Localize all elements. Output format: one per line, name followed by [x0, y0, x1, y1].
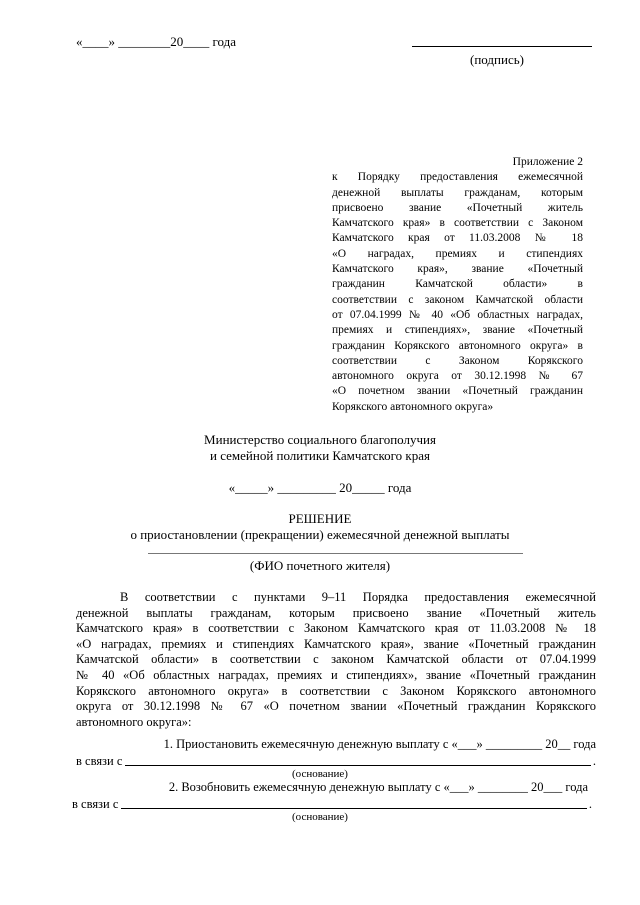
body-line: Камчатской области» в соответствии с законом Камчатской области от 07.04.1999 [76, 652, 596, 667]
item1-basis-row [76, 754, 596, 769]
end-mark: . [588, 797, 592, 811]
body-line: автономного округа»: [76, 714, 192, 729]
appendix-block [332, 155, 583, 415]
appendix-line: от 07.04.1999 № 40 «Об областных наградах, [332, 308, 583, 321]
in-connection-label: в связи с [76, 754, 123, 768]
body-line: округа от 30.12.1998 № 67 «О почетном звании «Почетный гражданин Корякского [76, 699, 596, 714]
body-line: «О наградах, премиях и стипендиях Камчатского края», звание «Почетный гражданин [76, 636, 596, 651]
decision-body [76, 590, 596, 730]
signature-line [412, 46, 592, 47]
appendix-line: «О почетном звании «Почетный гражданин [332, 385, 583, 398]
appendix-line: Корякского автономного округа» [332, 400, 494, 413]
item-resume-payment: 2. Возобновить ежемесячную денежную выплату с «___» ________ 20___ года [168, 780, 588, 794]
basis-caption: (основание) [292, 811, 348, 823]
basis-caption: (основание) [292, 768, 348, 780]
in-connection-label: в связи с [72, 797, 119, 811]
appendix-line: Камчатского края», звание «Почетный [332, 263, 583, 276]
appendix-line: присвоено звание «Почетный житель [332, 201, 583, 214]
ministry-name-line2: и семейной политики Камчатского края [210, 448, 430, 463]
signature-caption: (подпись) [470, 52, 524, 67]
appendix-line: Камчатского края» в соответствии с Законом [332, 217, 583, 230]
appendix-line: к Порядку предоставления ежемесячной [332, 171, 583, 184]
signing-date-template: «____» ________20____ года [76, 34, 237, 49]
fio-line [148, 553, 523, 554]
decision-subtitle: о приостановлении (прекращении) ежемесячной денежной выплаты [130, 527, 510, 542]
appendix-line: Камчатского края от 11.03.2008 № 18 [332, 232, 583, 245]
item-suspend-payment: 1. Приостановить ежемесячную денежную выплату с «___» _________ 20__ года [163, 737, 596, 751]
end-mark: . [592, 754, 596, 768]
decision-title: РЕШЕНИЕ [288, 511, 352, 526]
appendix-line: гражданин Камчатской области» в [332, 278, 583, 291]
body-line: Камчатского края» в соответствии с Законом Камчатского края от 11.03.2008 № 18 [76, 621, 596, 636]
ministry-name-line1: Министерство социального благополучия [204, 432, 436, 447]
fio-caption: (ФИО почетного жителя) [249, 558, 391, 573]
body-line: В соответствии с пунктами 9–11 Порядка предоставления ежемесячной [120, 590, 596, 604]
appendix-line: «О наградах, премиях и стипендиях [332, 247, 583, 260]
appendix-line: премиях и стипендиях», звание «Почетный [332, 324, 583, 337]
decision-date-template: «_____» _________ 20_____ года [228, 480, 412, 495]
basis-blank-line [125, 754, 591, 766]
item2-basis-row [72, 797, 592, 812]
basis-blank-line [121, 797, 587, 809]
appendix-line: гражданин Корякского автономного округа» в [332, 339, 583, 352]
appendix-title: Приложение 2 [512, 156, 583, 168]
appendix-line: соответствии с Законом Корякского [332, 354, 583, 367]
body-line: денежной выплаты гражданам, которым присвоено звание «Почетный житель [76, 605, 596, 620]
appendix-line: автономного округа от 30.12.1998 № 67 [332, 370, 583, 383]
body-line: № 40 «Об областных наградах, премиях и стипендиях», звание «Почетный гражданин [76, 667, 596, 682]
appendix-line: денежной выплаты гражданам, которым [332, 186, 583, 199]
appendix-line: соответствии с законом Камчатской области [332, 293, 583, 306]
body-line: Корякского автономного округа» в соответствии с Законом Корякского автономного [76, 683, 596, 698]
